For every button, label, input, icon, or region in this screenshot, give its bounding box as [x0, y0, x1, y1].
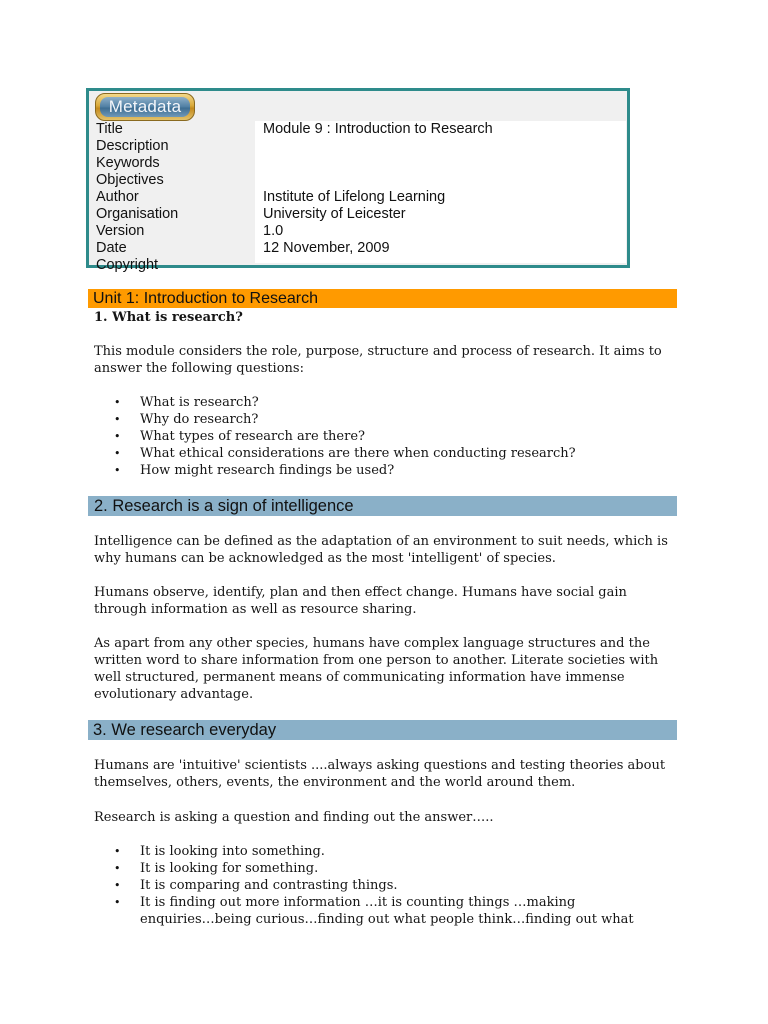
paragraph-line: As apart from any other species, humans have complex language structures and the [94, 636, 650, 651]
bullet-icon: • [114, 430, 121, 443]
meta-label-version: Version [96, 223, 145, 239]
bullet-icon: • [114, 896, 121, 909]
meta-label-description: Description [96, 138, 169, 154]
list-item: It is looking for something. [140, 861, 319, 876]
meta-value-organisation: University of Leicester [263, 206, 406, 222]
paragraph-line: themselves, others, events, the environment and the world around them. [94, 775, 576, 790]
meta-value-title: Module 9 : Introduction to Research [263, 121, 493, 137]
bullet-icon: • [114, 396, 121, 409]
section-2-heading: 2. Research is a sign of intelligence [88, 496, 677, 516]
paragraph-line: why humans can be acknowledged as the most 'intelligent' of species. [94, 551, 556, 566]
unit-heading: Unit 1: Introduction to Research [88, 289, 677, 308]
list-item: What ethical considerations are there when conducting research? [140, 446, 576, 461]
list-item: What is research? [140, 395, 259, 410]
meta-label-date: Date [96, 240, 127, 256]
meta-label-organisation: Organisation [96, 206, 179, 222]
paragraph-line: This module considers the role, purpose, structure and process of research. It aims to [94, 344, 662, 359]
list-item: It is looking into something. [140, 844, 325, 859]
meta-value-version: 1.0 [263, 223, 284, 239]
metadata-table [92, 121, 626, 273]
subheading-what-is-research: 1. What is research? [94, 310, 243, 325]
metadata-panel [86, 88, 630, 273]
list-item: It is finding out more information …it is counting things …making [140, 895, 576, 910]
paragraph-line: Research is asking a question and finding out the answer….. [94, 810, 494, 825]
meta-value-author: Institute of Lifelong Learning [263, 189, 446, 205]
bullet-icon: • [114, 447, 121, 460]
paragraph-line: answer the following questions: [94, 361, 304, 376]
paragraph-line: evolutionary advantage. [94, 687, 254, 702]
list-item: Why do research? [140, 412, 259, 427]
paragraph-line: Humans are 'intuitive' scientists ....always asking questions and testing theories about [94, 758, 666, 773]
paragraph-line: Intelligence can be defined as the adaptation of an environment to suit needs, which is [94, 534, 668, 549]
list-item: It is comparing and contrasting things. [140, 878, 398, 893]
paragraph-line: through information as well as resource sharing. [94, 602, 417, 617]
bullet-icon: • [114, 845, 121, 858]
meta-label-objectives: Objectives [96, 172, 164, 188]
meta-value-date: 12 November, 2009 [263, 240, 390, 256]
list-item: What types of research are there? [140, 429, 365, 444]
paragraph-line: written word to share information from one person to another. Literate societies with [94, 653, 659, 668]
metadata-badge-label: Metadata [100, 97, 190, 117]
list-item-continuation: enquiries…being curious…finding out what people think…finding out what [140, 912, 634, 927]
meta-label-keywords: Keywords [96, 155, 160, 171]
bullet-icon: • [114, 464, 121, 477]
paragraph-line: Humans observe, identify, plan and then effect change. Humans have social gain [94, 585, 627, 600]
bullet-icon: • [114, 879, 121, 892]
metadata-badge [95, 93, 195, 121]
paragraph-line: well structured, permanent means of communicating information have immense [94, 670, 625, 685]
bullet-icon: • [114, 862, 121, 875]
meta-label-author: Author [96, 189, 139, 205]
meta-label-copyright: Copyright [96, 257, 159, 273]
section-3-heading: 3. We research everyday [88, 720, 677, 740]
list-item: How might research findings be used? [140, 463, 395, 478]
meta-label-title: Title [96, 121, 123, 137]
bullet-icon: • [114, 413, 121, 426]
